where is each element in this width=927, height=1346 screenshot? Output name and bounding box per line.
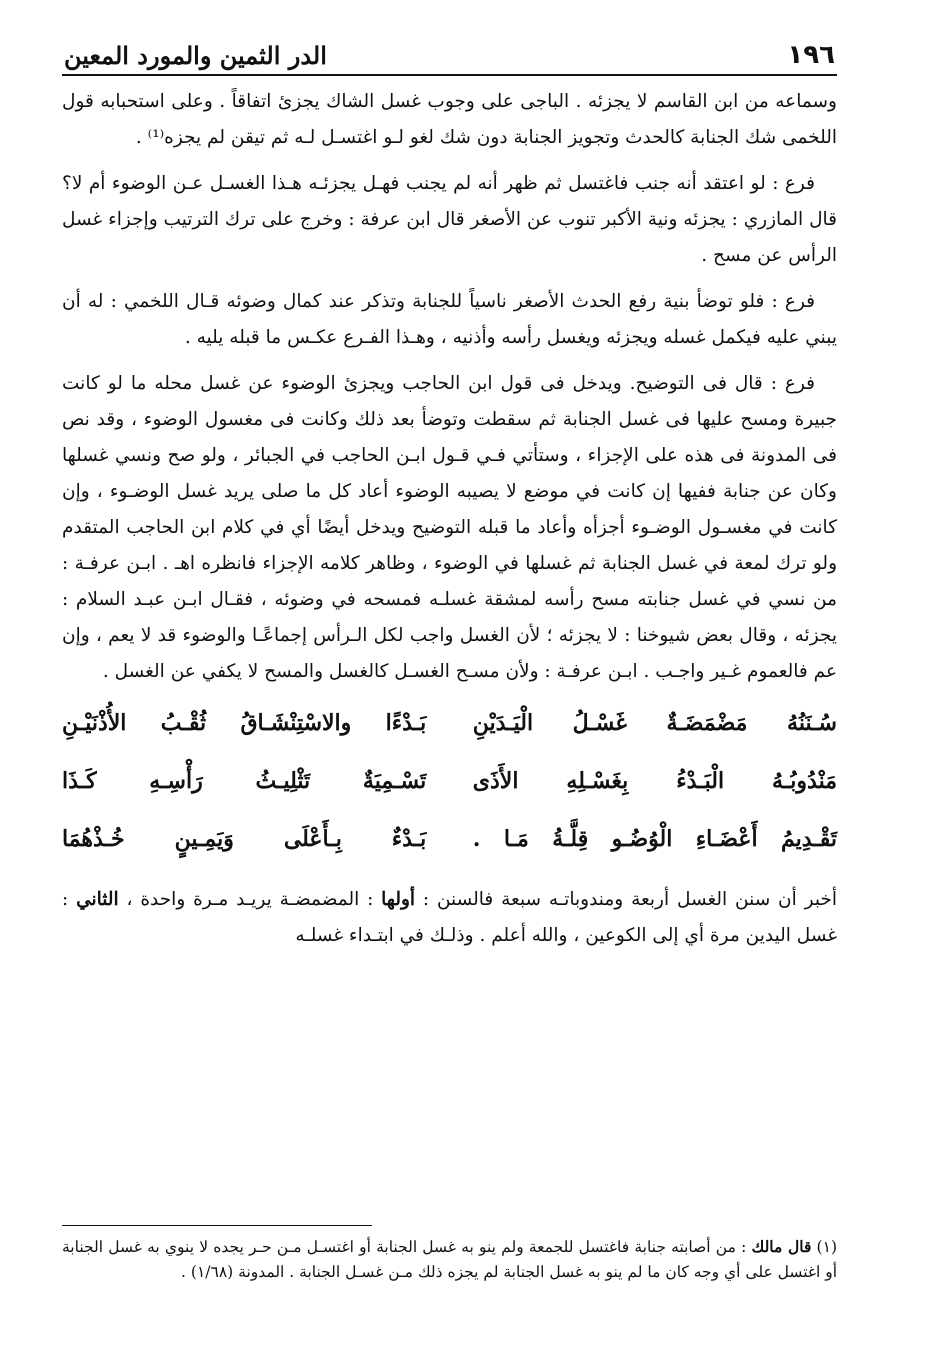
footnote-1 [62, 1234, 837, 1285]
page-number: ١٩٦ [787, 40, 835, 70]
main-text [62, 84, 837, 954]
after-poem-second-label: الثاني [76, 889, 119, 910]
after-poem-lead: أخبر أن سنن الغسل أربعة ومندوباتـه سبعة فالسنن : [415, 889, 837, 910]
footnote-source: قال مالك [751, 1237, 812, 1256]
book-title: الدر الثمين والمورد المعين [64, 41, 327, 70]
paragraph-2: فرع : لو اعتقد أنه جنب فاغتسل ثم ظهر أنه لم يجنب فهـل يجزئـه هـذا الغسـل عـن الوضوء أم لا؟ قال المازري : يجزئه ونية الأكبر تنوب عن الأصغر قال ابن عرفة : وخرج على ترك الترتيب وإجزاء غسل الرأس عن مسح . [62, 173, 837, 266]
poem-verse-1 [62, 694, 837, 752]
page-header [62, 30, 837, 76]
verse-3-second-hemistich: بَـدْءٌ بِـأَعْلَى وَيَمِـينٍ خُـذْهُمَا [62, 826, 427, 852]
footnote-marker: (١) [811, 1238, 837, 1256]
poem [62, 694, 837, 868]
after-poem-mid: : المضمضـة يريـد مـرة واحدة ، [118, 889, 382, 910]
verse-1-second-hemistich: بَـدْءًا والاسْتِنْشَـاقُ ثُقْـبُ الأُذْنَيْـنِ [62, 710, 427, 736]
footnotes [62, 1225, 837, 1285]
paragraph-4: فرع : قال فى التوضيح. ويدخل فى قول ابن الحاجب ويجزئ الوضوء عن غسل محله ما لو كانت جبيرة ومسح عليها فى غسل الجنابة ثم سقطت وتوضأ بعد ذلك وكانت فى مغسول الوضوء ، وقد نص فى المدونة فى هذه على الإجزاء ، وستأتي فـي قـول ابـن الحاجب في الجبائر ، ولو صح ونسي غسلها وكان عن جنابة ففيها إن كانت في موضع لا يصيبه الوضوء أعاد كل ما صلى يريد غسل الوضـوء ، وإن كانت في مغسـول الوضـوء أجزأه وأعاد ما قبله التوضيح ويدخل أيضًا أي في كلام ابن الحاجب المتقدم ولو ترك لمعة في غسل الجنابة ثم غسلها في الوضوء ، وظاهر كلامه الإجزاء فانظره اهـ . ابـن عرفـة : من نسي في غسل جنابته مسح رأسه لمشقة غسلـه فمسحه في وضوئه ، فقـال ابـن عبـد السلام : يجزئه ، وقال بعض شيوخنا : لا يجزئه ؛ لأن الغسل واجب لكل الـرأس إجماعًـا والوضوء قد لا يعم ، وإن عم فالعموم غـير واجـب . ابـن عرفـة : ولأن مسـح الغسـل كالغسل والمسح لا يكفي عن الغسل . [62, 373, 838, 682]
verse-1-first-hemistich: سُـنَنُهُ مَضْمَضَـةٌ غَسْـلُ الْيَـدَيْنِ [472, 710, 837, 736]
paragraph-1: وسماعه من ابن القاسم لا يجزئه . الباجى على وجوب غسل الشاك يجزئ اتفاقاً . وعلى استحبابه قول اللخمى شك الجنابة كالحدث وتجويز الجنابة دون شك لغو لـو اغتسـل لـه ثم تيقن لم يجزه⁽¹⁾ . [62, 91, 837, 148]
paragraph-3: فرع : فلو توضأ بنية رفع الحدث الأصغر ناسياً للجنابة وتذكر عند كمال وضوئه قـال اللخمي : له أن يبني عليه فيكمل غسله ويجزئه ويغسل رأسه وأذنيه ، وهـذا الفـرع عكـس ما قبله يليه . [62, 291, 837, 348]
page [62, 30, 837, 954]
paragraph-after-poem [62, 882, 837, 954]
poem-verse-3 [62, 810, 837, 868]
footnote-divider [62, 1225, 372, 1226]
verse-2-first-hemistich: مَنْدُوبُـهُ الْبَـدْءُ بِغَسْـلِهِ الأَذَى [472, 768, 837, 794]
footnote-text: : من أصابته جنابة فاغتسل للجمعة ولم ينو به غسل الجنابة أو اغتسـل مـن حـر يجده لا ينوي به غسل الجنابة أو اغتسل على أي وجه كان ما لم ينو به غسل الجنابة لم يجزه ذلك مـن غسـل الجنابة . المدونة (١/٦٨) . [62, 1238, 837, 1281]
after-poem-first-label: أولها [381, 889, 416, 910]
verse-3-first-hemistich: تَقْـدِيمُ أَعْضَـاءِ الْوُضُـو قِلَّـةُ مَـا . [472, 826, 837, 852]
poem-verse-2 [62, 752, 837, 810]
verse-2-second-hemistich: تَسْـمِيَةٌ تَثْلِيـثُ رَأْسِـهِ كَـذَا [62, 768, 427, 794]
after-poem-tail: : غسل اليدين مرة أي إلى الكوعين ، والله أعلم . وذلـك في ابتـداء غسلـه [62, 889, 837, 946]
